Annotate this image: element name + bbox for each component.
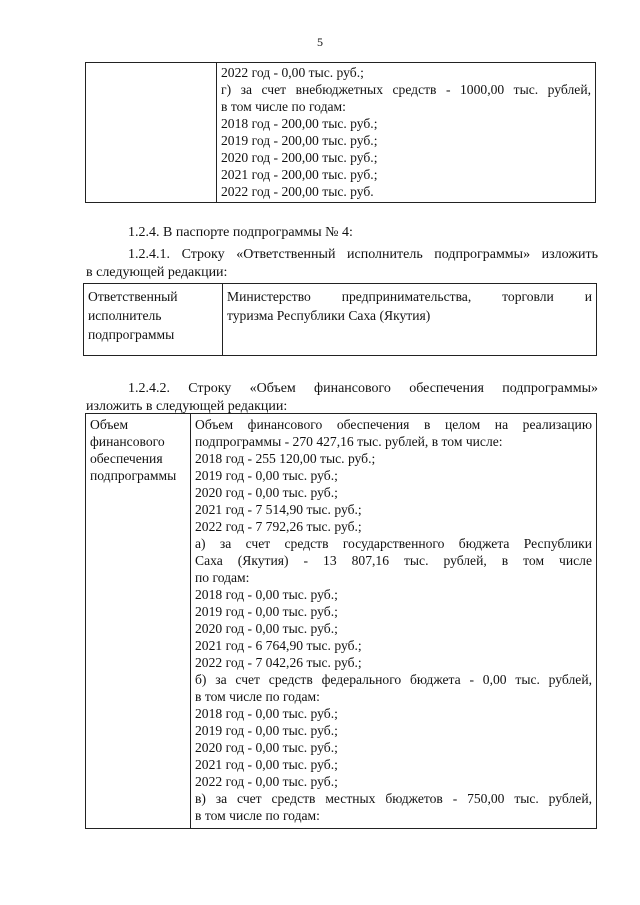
page-number: 5 [317, 35, 323, 49]
text-line: в том числе по годам: [195, 689, 320, 704]
text-line: 2022 год - 7 042,26 тыс. руб.; [195, 655, 362, 670]
table-cell-value [223, 284, 597, 356]
table-funding-volume [85, 413, 597, 829]
text-line: 2019 год - 200,00 тыс. руб.; [221, 133, 378, 148]
text-line: 2020 год - 200,00 тыс. руб.; [221, 150, 378, 165]
text-line: 2019 год - 0,00 тыс. руб.; [195, 723, 338, 738]
text-line: подпрограммы - 270 427,16 тыс. рублей, в том числе: [195, 434, 503, 449]
text-line: Саха (Якутия) - 13 807,16 тыс. рублей, в том числе [195, 553, 592, 568]
paragraph-line: 1.2.4.1. Строку «Ответственный исполнитель подпрограммы» изложить [128, 247, 598, 262]
text-line: г) за счет внебюджетных средств - 1000,00 тыс. рублей, [221, 82, 591, 97]
text-line: 2019 год - 0,00 тыс. руб.; [195, 604, 338, 619]
text-line: 2018 год - 200,00 тыс. руб.; [221, 116, 378, 131]
text-line: в том числе по годам: [221, 99, 346, 114]
table-cell-label [86, 414, 191, 829]
text-line: подпрограммы [88, 327, 175, 342]
table-cell-label [84, 284, 223, 356]
text-line: обеспечения [90, 451, 163, 466]
text-line: Ответственный [88, 289, 178, 304]
table-cell-left-empty [86, 63, 217, 203]
text-line: в) за счет средств местных бюджетов - 750,00 тыс. рублей, [195, 791, 592, 806]
text-line: 2021 год - 0,00 тыс. руб.; [195, 757, 338, 772]
text-line: 2018 год - 255 120,00 тыс. руб.; [195, 451, 376, 466]
table-cell-value [191, 414, 597, 829]
text-line: подпрограммы [90, 468, 177, 483]
text-line: 2022 год - 0,00 тыс. руб.; [195, 774, 338, 789]
text-line: исполнитель [88, 308, 162, 323]
text-line: 2021 год - 6 764,90 тыс. руб.; [195, 638, 362, 653]
text-line: Объем [90, 417, 129, 432]
text-line: 2022 год - 7 792,26 тыс. руб.; [195, 519, 362, 534]
text-line: по годам: [195, 570, 250, 585]
text-line: 2021 год - 7 514,90 тыс. руб.; [195, 502, 362, 517]
text-line: б) за счет средств федерального бюджета - 0,00 тыс. рублей, [195, 672, 592, 687]
paragraph-line: изложить в следующей редакции: [86, 399, 288, 414]
table-cell-funding-continuation [217, 63, 596, 203]
text-line: 2022 год - 0,00 тыс. руб.; [221, 65, 364, 80]
text-line: 2020 год - 0,00 тыс. руб.; [195, 621, 338, 636]
paragraph-line: 1.2.4.2. Строку «Объем финансового обеспечения подпрограммы» [128, 381, 598, 396]
text-line: 2021 год - 200,00 тыс. руб.; [221, 167, 378, 182]
text-line: 2020 год - 0,00 тыс. руб.; [195, 485, 338, 500]
table-responsible-executor [83, 283, 597, 356]
text-line: туризма Республики Саха (Якутия) [227, 308, 431, 323]
text-line: финансового [90, 434, 165, 449]
text-line: Объем финансового обеспечения в целом на реализацию [195, 417, 592, 432]
text-line: 2018 год - 0,00 тыс. руб.; [195, 706, 338, 721]
section-title: 1.2.4. В паспорте подпрограммы № 4: [128, 225, 353, 240]
text-line: 2019 год - 0,00 тыс. руб.; [195, 468, 338, 483]
text-line: 2020 год - 0,00 тыс. руб.; [195, 740, 338, 755]
paragraph-line: в следующей редакции: [86, 265, 228, 280]
text-line: а) за счет средств государственного бюджета Республики [195, 536, 592, 551]
text-line: 2022 год - 200,00 тыс. руб. [221, 184, 374, 199]
text-line: в том числе по годам: [195, 808, 320, 823]
text-line: Министерство предпринимательства, торговли и [227, 289, 592, 304]
text-line: 2018 год - 0,00 тыс. руб.; [195, 587, 338, 602]
table-continuation [85, 62, 596, 203]
